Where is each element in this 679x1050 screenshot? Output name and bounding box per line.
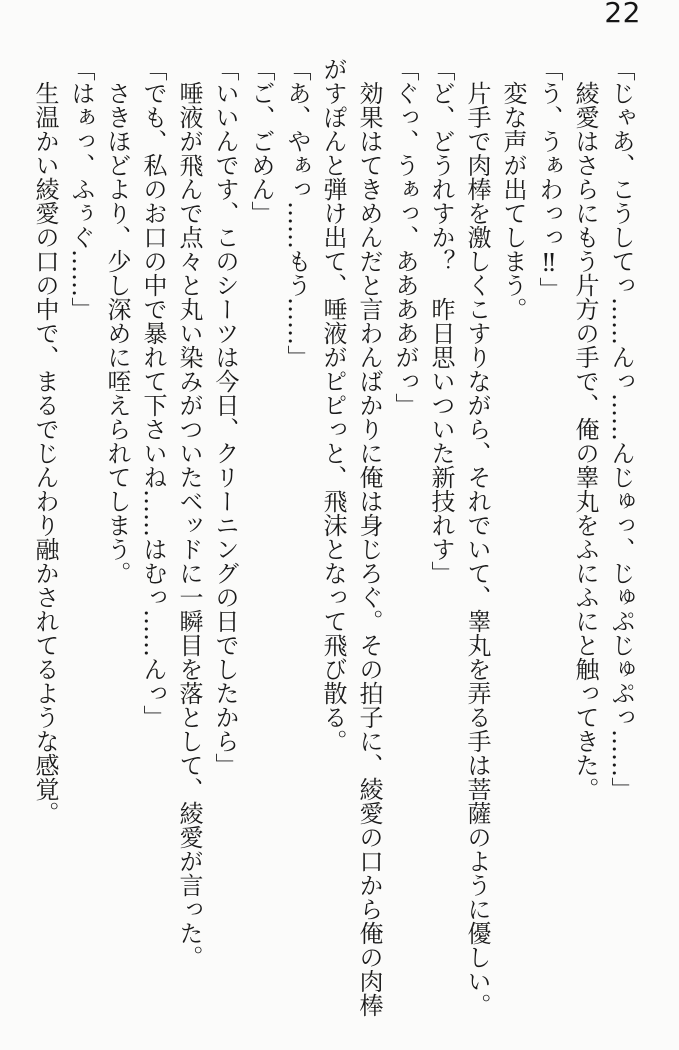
paragraph: 「ど、どうれすか？ 昨日思いついた新技れす」 <box>427 57 455 585</box>
page-number: 22 <box>604 0 641 29</box>
paragraph: 「う、うぁわっっ‼」 <box>535 57 563 301</box>
novel-text-area <box>27 57 639 1023</box>
paragraph: 「あ、やぁっ……もう……」 <box>283 57 311 369</box>
paragraph: 「はぁっ、ふぅぐ……」 <box>67 57 95 321</box>
paragraph: 「ご、ごめん」 <box>247 57 275 225</box>
paragraph: 生温かい綾愛の口の中で、まるでじんわり融かされてるような感覚。 <box>31 81 59 825</box>
paragraph: 綾愛はさらにもう片方の手で、俺の睾丸をふにふにと触ってきた。 <box>571 81 599 801</box>
paragraph: 変な声が出てしまう。 <box>499 81 527 321</box>
paragraph: 「いいんです、このシーツは今日、クリーニングの日でしたから」 <box>211 57 239 777</box>
paragraph: 唾液が飛んで点々と丸い染みがついたベッドに一瞬目を落として、綾愛が言った。 <box>175 81 203 969</box>
paragraph: 「ぐっ、うぁっ、ああああがっ」 <box>391 57 419 417</box>
paragraph: 「でも、私のお口の中で暴れて下さいね……はむっ……んっ」 <box>139 57 167 729</box>
paragraph: 効果はてきめんだと言わんばかりに俺は身じろぐ。その拍子に、綾愛の口から俺の肉棒がすぽんと弾け出て、唾液がピピっと、飛沫となって飛び散る。 <box>319 57 383 1017</box>
paragraph: 片手で肉棒を激しくこすりながら、それでいて、睾丸を弄る手は菩薩のように優しい。 <box>463 81 491 1017</box>
paragraph: さきほどより、少し深めに咥えられてしまう。 <box>103 81 131 585</box>
paragraph: 「じゃあ、こうしてっ……んっ……んじゅっ、じゅぷじゅぷっ……」 <box>607 57 635 801</box>
